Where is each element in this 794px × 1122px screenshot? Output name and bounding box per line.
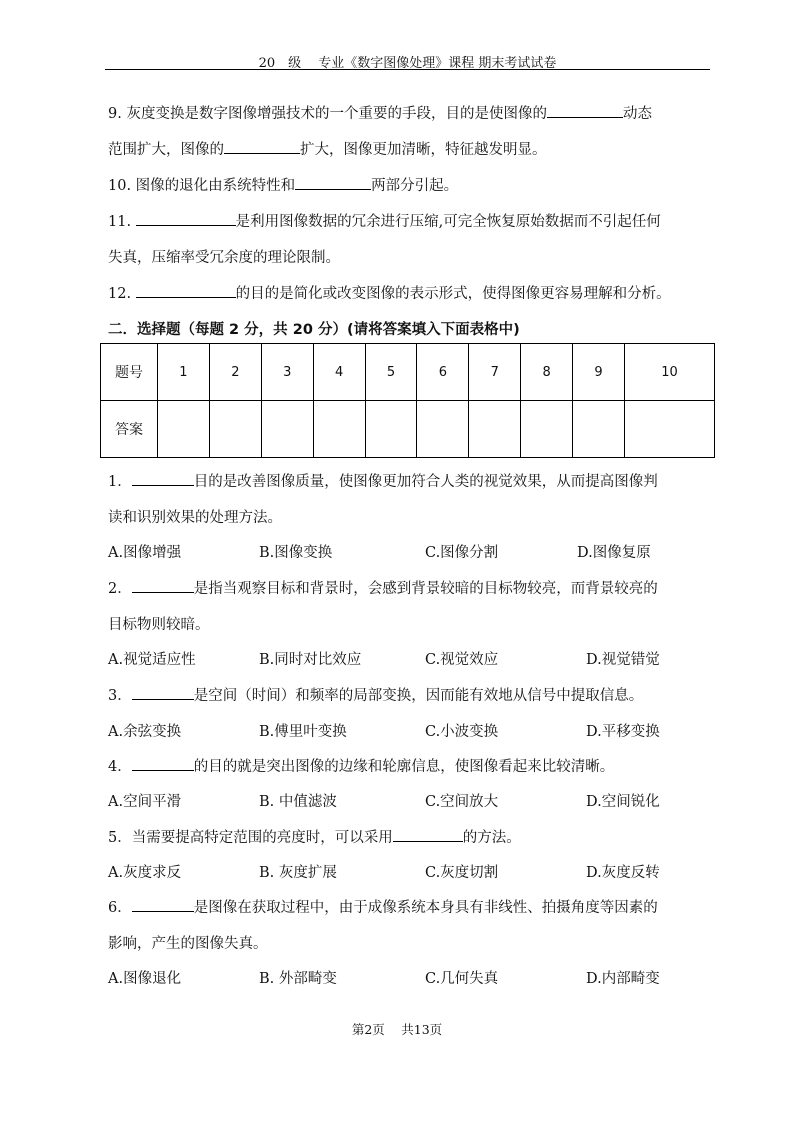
mc2-text: 是指当观察目标和背景时，会感到背景较暗的目标物较亮，而背景较亮的 xyxy=(193,581,658,597)
mc4-stem xyxy=(108,755,614,776)
q9-blank-1[interactable] xyxy=(547,103,623,118)
q11-line2: 失真，压缩率受冗余度的理论限制。 xyxy=(108,250,340,266)
mc3-blank[interactable] xyxy=(132,685,194,700)
mc4-option-b[interactable]: B. 中值滤波 xyxy=(259,794,337,810)
mc4-option-a[interactable]: A.空间平滑 xyxy=(108,794,182,810)
mc4-option-d[interactable]: D.空间锐化 xyxy=(586,794,660,810)
mc1-option-b[interactable]: B.图像变换 xyxy=(259,545,333,561)
mc3-text: 是空间（时间）和频率的局部变换，因而能有效地从信号中提取信息。 xyxy=(193,688,644,704)
mc4-num: 4． xyxy=(108,759,132,775)
mc1-option-a[interactable]: A.图像增强 xyxy=(108,545,182,561)
answer-cell[interactable] xyxy=(469,401,521,458)
answer-cell[interactable] xyxy=(209,401,261,458)
mc5-num: 5．当需要提高特定范围的亮度时，可以采用 xyxy=(108,830,393,846)
mc1-blank[interactable] xyxy=(132,471,194,486)
q9-text-a: 9. 灰度变换是数字图像增强技术的一个重要的手段，目的是使图像的 xyxy=(108,106,547,122)
table-cell-number: 7 xyxy=(469,344,521,401)
mc2-stem xyxy=(108,577,658,598)
mc1-text: 目的是改善图像质量，使图像更加符合人类的视觉效果，从而提高图像判 xyxy=(193,474,658,490)
q10-blank[interactable] xyxy=(295,175,371,190)
mc2-option-b[interactable]: B.同时对比效应 xyxy=(259,652,362,668)
mc3-option-c[interactable]: C.小波变换 xyxy=(425,724,499,740)
answer-cell[interactable] xyxy=(417,401,469,458)
table-cell-number: 10 xyxy=(625,344,715,401)
page-number: 第2页 共13页 xyxy=(351,1022,443,1037)
mc6-option-d[interactable]: D.内部畸变 xyxy=(586,971,660,987)
mc5-option-c[interactable]: C.灰度切割 xyxy=(425,865,499,881)
answer-cell[interactable] xyxy=(313,401,365,458)
mc5-option-b[interactable]: B. 灰度扩展 xyxy=(259,865,337,881)
header-rule xyxy=(105,69,710,70)
q9-line1 xyxy=(108,102,652,123)
mc2-option-d[interactable]: D.视觉错觉 xyxy=(586,652,660,668)
mc6-text: 是图像在获取过程中，由于成像系统本身具有非线性、拍摄角度等因素的 xyxy=(193,900,658,916)
table-cell-number: 1 xyxy=(158,344,210,401)
mc5-stem xyxy=(108,826,521,847)
table-header-answer: 答案 xyxy=(101,401,158,458)
mc1-option-c[interactable]: C.图像分割 xyxy=(425,545,499,561)
table-cell-number: 2 xyxy=(209,344,261,401)
q12-blank[interactable] xyxy=(136,283,236,298)
q11-num: 11. xyxy=(108,214,132,230)
answer-cell[interactable] xyxy=(521,401,573,458)
mc6-stem-line2: 影响，产生的图像失真。 xyxy=(108,936,268,952)
mc4-option-c[interactable]: C.空间放大 xyxy=(425,794,499,810)
table-row-answers xyxy=(101,401,715,458)
q12-num: 12. xyxy=(108,286,132,302)
answer-cell[interactable] xyxy=(261,401,313,458)
table-cell-number: 4 xyxy=(313,344,365,401)
mc6-option-a[interactable]: A.图像退化 xyxy=(108,971,182,987)
mc3-option-b[interactable]: B.傅里叶变换 xyxy=(259,724,347,740)
table-cell-number: 6 xyxy=(417,344,469,401)
mc1-option-d[interactable]: D.图像复原 xyxy=(577,545,651,561)
table-cell-number: 8 xyxy=(521,344,573,401)
mc3-stem xyxy=(108,684,643,705)
table-row-numbers xyxy=(101,344,715,401)
mc5-option-d[interactable]: D.灰度反转 xyxy=(586,865,660,881)
mc3-option-a[interactable]: A.余弦变换 xyxy=(108,724,182,740)
table-cell-number: 5 xyxy=(365,344,417,401)
answer-table xyxy=(100,343,715,458)
mc2-option-c[interactable]: C.视觉效应 xyxy=(425,652,499,668)
q9-text-c: 范围扩大，图像的 xyxy=(108,142,224,158)
mc6-num: 6． xyxy=(108,900,132,916)
q10-text-b: 两部分引起。 xyxy=(371,178,459,194)
answer-cell[interactable] xyxy=(625,401,715,458)
mc5-option-a[interactable]: A.灰度求反 xyxy=(108,865,182,881)
q11-blank[interactable] xyxy=(136,211,236,226)
q9-text-d: 扩大，图像更加清晰，特征越发明显。 xyxy=(300,142,547,158)
q9-text-b: 动态 xyxy=(622,106,652,122)
mc6-blank[interactable] xyxy=(132,897,194,912)
mc2-num: 2． xyxy=(108,581,132,597)
table-cell-number: 9 xyxy=(573,344,625,401)
mc5-blank[interactable] xyxy=(393,827,463,842)
q10-text-a: 10. 图像的退化由系统特性和 xyxy=(108,178,296,194)
answer-cell[interactable] xyxy=(365,401,417,458)
section-title: 二．选择题（每题 2 分，共 20 分）(请将答案填入下面表格中) xyxy=(108,322,520,338)
mc1-stem xyxy=(108,470,658,491)
q12-line xyxy=(108,282,671,303)
mc6-stem xyxy=(108,896,658,917)
mc4-text: 的目的就是突出图像的边缘和轮廓信息，使图像看起来比较清晰。 xyxy=(193,759,615,775)
mc2-option-a[interactable]: A.视觉适应性 xyxy=(108,652,196,668)
mc1-num: 1． xyxy=(108,474,132,490)
mc1-stem-line2: 读和识别效果的处理方法。 xyxy=(108,510,282,526)
mc2-blank[interactable] xyxy=(132,578,194,593)
mc3-option-d[interactable]: D.平移变换 xyxy=(586,724,660,740)
mc6-option-b[interactable]: B. 外部畸变 xyxy=(259,971,337,987)
q11-text: 是利用图像数据的冗余进行压缩,可完全恢复原始数据而不引起任何 xyxy=(235,214,661,230)
page-header: 20 级 专业《数字图像处理》课程 期末考试试卷 xyxy=(258,56,557,71)
answer-cell[interactable] xyxy=(158,401,210,458)
mc5-text: 的方法。 xyxy=(462,830,521,846)
q11-line1 xyxy=(108,210,661,231)
q9-line2 xyxy=(108,138,547,159)
mc3-num: 3． xyxy=(108,688,132,704)
mc2-stem-line2: 目标物则较暗。 xyxy=(108,617,210,633)
answer-cell[interactable] xyxy=(573,401,625,458)
q10-line xyxy=(108,174,458,195)
mc6-option-c[interactable]: C.几何失真 xyxy=(425,971,499,987)
table-header-number: 题号 xyxy=(101,344,158,401)
q9-blank-2[interactable] xyxy=(224,139,300,154)
mc4-blank[interactable] xyxy=(132,756,194,771)
q12-text: 的目的是简化或改变图像的表示形式，使得图像更容易理解和分析。 xyxy=(235,286,671,302)
table-cell-number: 3 xyxy=(261,344,313,401)
